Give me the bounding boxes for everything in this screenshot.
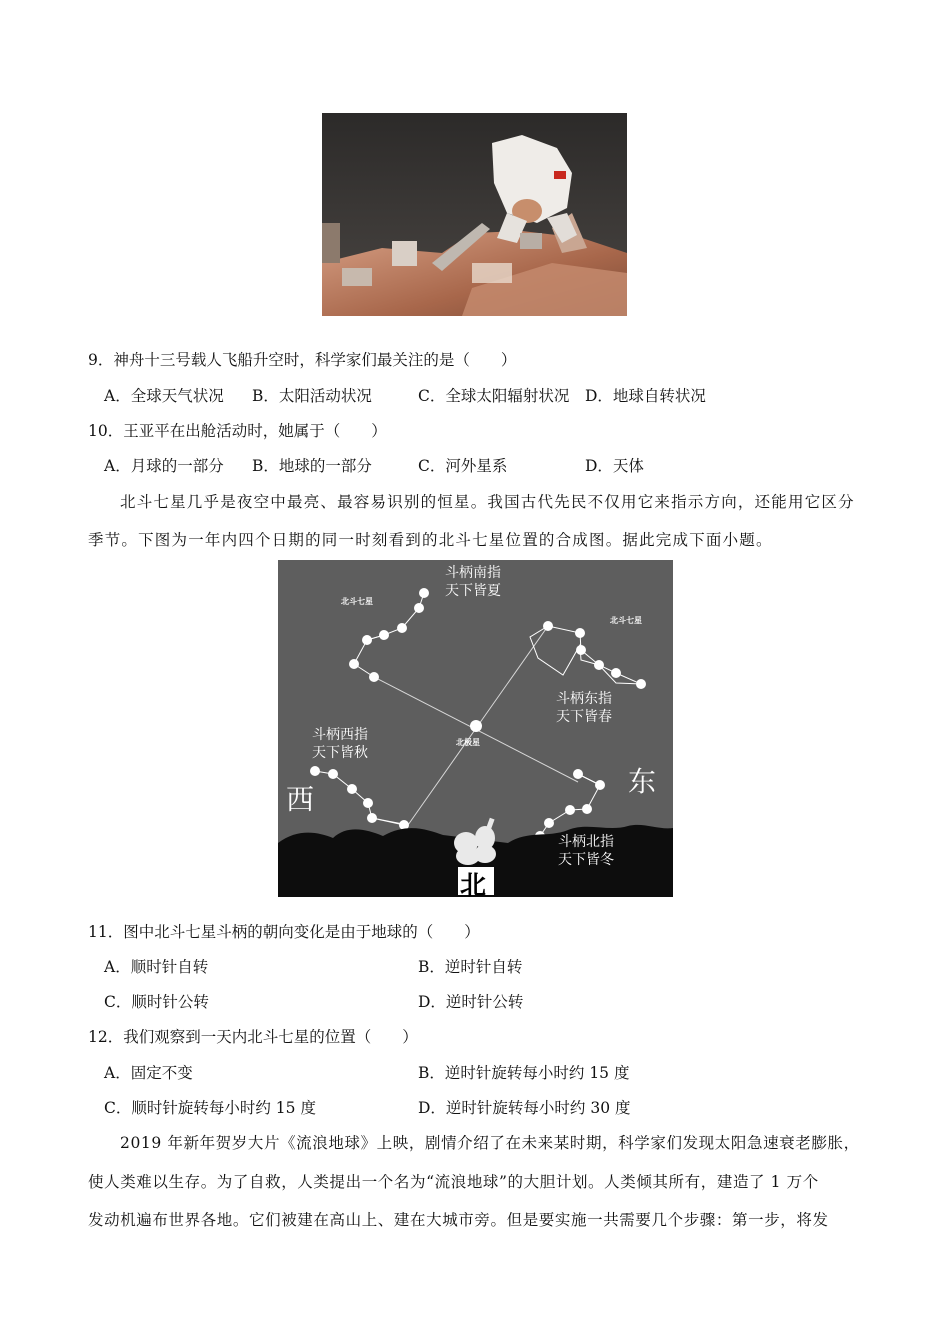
question-12-option-d: D．逆时针旋转每小时约 30 度	[418, 1099, 631, 1117]
question-9-option-a: A．全球天气状况	[104, 387, 224, 405]
question-10-option-b: B．地球的一部分	[252, 457, 372, 475]
label-bigdipper-left: 北斗七星	[341, 597, 373, 606]
question-11-option-b: B．逆时针自转	[418, 958, 523, 976]
big-dipper-diagram	[278, 560, 673, 901]
star	[595, 780, 605, 790]
question-11-option-d: D．逆时针公转	[418, 993, 524, 1011]
astronaut-eva-illustration	[322, 113, 627, 316]
label-polaris: 北极星	[456, 738, 480, 747]
label-spring-line-1: 斗柄东指	[556, 691, 612, 707]
question-10-option-d: D．天体	[585, 457, 644, 475]
label-autumn-line-2: 天下皆秋	[312, 745, 368, 761]
star	[544, 818, 554, 828]
question-9-stem: 9．神舟十三号载人飞船升空时，科学家们最关注的是（ ）	[88, 351, 517, 369]
star	[582, 804, 592, 814]
label-north: 北	[460, 871, 487, 901]
label-autumn-line-1: 斗柄西指	[312, 727, 368, 743]
astronaut-photo	[322, 113, 627, 316]
star	[363, 798, 373, 808]
star	[349, 659, 359, 669]
question-12-option-c: C．顺时针旋转每小时约 15 度	[104, 1099, 316, 1117]
label-summer-line-2: 天下皆夏	[445, 583, 501, 599]
question-12-option-b: B．逆时针旋转每小时约 15 度	[418, 1064, 630, 1082]
question-11-option-a: A．顺时针自转	[104, 958, 209, 976]
star	[397, 623, 407, 633]
label-east: 东	[628, 765, 657, 798]
question-9-option-b: B．太阳活动状况	[252, 387, 372, 405]
passage-2-line-1: 2019 年新年贺岁大片《流浪地球》上映，剧情介绍了在未来某时期，科学家们发现太阳急速衰老膨胀，	[120, 1134, 860, 1152]
label-winter	[558, 833, 614, 869]
question-12-stem: 12．我们观察到一天内北斗七星的位置（ ）	[88, 1028, 418, 1046]
label-spring-line-2: 天下皆春	[556, 709, 612, 725]
label-spring	[556, 690, 612, 726]
label-west: 西	[286, 783, 315, 816]
star	[414, 603, 424, 613]
star	[573, 769, 583, 779]
label-summer	[445, 564, 501, 600]
label-winter-line-2: 天下皆冬	[558, 852, 614, 868]
star	[347, 784, 357, 794]
question-10-option-c: C．河外星系	[418, 457, 508, 475]
passage-1-line-2: 季节。下图为一年内四个日期的同一时刻看到的北斗七星位置的合成图。据此完成下面小题。	[88, 531, 773, 549]
label-autumn	[312, 726, 368, 762]
question-11-option-c: C．顺时针公转	[104, 993, 209, 1011]
passage-2-line-2: 使人类难以生存。为了自救，人类提出一个名为“流浪地球”的大胆计划。人类倾其所有，建造了 1 万个	[88, 1173, 819, 1191]
question-10-stem: 10．王亚平在出舱活动时，她属于（ ）	[88, 422, 387, 440]
passage-1-line-1: 北斗七星几乎是夜空中最亮、最容易识别的恒星。我国古代先民不仅用它来指示方向，还能用它区分	[120, 493, 855, 511]
passage-2-line-3: 发动机遍布世界各地。它们被建在高山上、建在大城市旁。但是要实施一共需要几个步骤：第一步，将发	[88, 1211, 829, 1229]
label-bigdipper-right: 北斗七星	[610, 616, 642, 625]
label-winter-line-1: 斗柄北指	[558, 834, 614, 850]
star	[367, 813, 377, 823]
star	[328, 769, 338, 779]
star	[362, 635, 372, 645]
star	[369, 672, 379, 682]
question-10-option-a: A．月球的一部分	[104, 457, 224, 475]
star	[565, 805, 575, 815]
question-12-option-a: A．固定不变	[104, 1064, 193, 1082]
question-9-option-c: C．全球太阳辐射状况	[418, 387, 570, 405]
star	[419, 588, 429, 598]
star	[310, 766, 320, 776]
polaris-star	[470, 720, 482, 732]
star	[379, 630, 389, 640]
label-summer-line-1: 斗柄南指	[445, 565, 501, 581]
question-11-stem: 11．图中北斗七星斗柄的朝向变化是由于地球的（ ）	[88, 923, 480, 941]
question-9-option-d: D．地球自转状况	[585, 387, 706, 405]
